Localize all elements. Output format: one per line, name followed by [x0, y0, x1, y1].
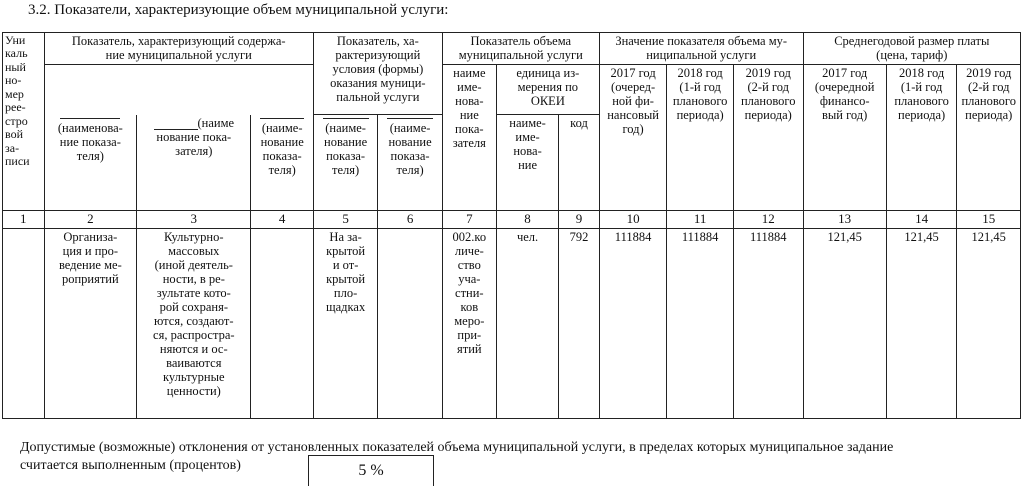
header-value-2018: 2018 год (1-й год планового периода) [667, 65, 734, 211]
header-indicator-2 [44, 115, 137, 211]
column-number: 11 [667, 211, 734, 229]
header-value-2019: 2019 год (2-й год планового периода) [733, 65, 803, 211]
header-condition-5-label: (наиме- нование показа- теля) [324, 121, 368, 177]
header-fee-group: Среднегодовой размер платы (цена, тариф) [803, 33, 1020, 65]
column-number: 2 [44, 211, 137, 229]
column-number: 12 [733, 211, 803, 229]
section-heading: 3.2. Показатели, характеризующие объем муниципальной услуги: [28, 2, 449, 18]
header-unique-number: Уни каль ный но- мер рее- стро вой за- писи [3, 33, 45, 211]
header-volume-name: наиме име- нова- ние пока- зателя [442, 65, 496, 211]
table-row [3, 228, 1021, 418]
column-number-row [3, 211, 1021, 229]
header-okei-unit: единица из- мерения по ОКЕИ [496, 65, 599, 115]
column-number: 9 [559, 211, 600, 229]
deviation-note: Допустимые (возможные) отклонения от установленных показателей объема муниципальной услуги, в пределах которых муниципальное задание [20, 440, 894, 455]
column-number: 13 [803, 211, 886, 229]
cell-unit-code: 792 [559, 228, 600, 418]
cell-value-2017: 111884 [599, 228, 667, 418]
column-number: 10 [599, 211, 667, 229]
column-number: 14 [886, 211, 957, 229]
header-indicator-4-label: (наиме- нование показа- теля) [260, 120, 304, 177]
cell-indicator-4 [251, 228, 313, 418]
column-number: 15 [957, 211, 1021, 229]
column-number: 1 [3, 211, 45, 229]
deviation-note-continued: считается выполненным (процентов) [20, 458, 241, 473]
header-condition-6 [378, 115, 442, 211]
header-unit-code: код [559, 115, 600, 211]
cell-fee-2017: 121,45 [803, 228, 886, 418]
cell-service-type: Культурно- массовых (иной деятель- ности, в ре- зультате кото- рой сохраня- ются, создают- ся, распростра- няются и ос- ваиваются культурные ценности) [137, 228, 251, 418]
column-number: 6 [378, 211, 442, 229]
cell-fee-2019: 121,45 [957, 228, 1021, 418]
cell-fee-2018: 121,45 [886, 228, 957, 418]
cell-condition-place: На за- крытой и от- крытой пло- щадках [313, 228, 377, 418]
header-value-2017: 2017 год (очеред- ной фи- нансовый год) [599, 65, 667, 211]
column-number: 7 [442, 211, 496, 229]
header-fee-2019: 2019 год (2-й год планового периода) [957, 65, 1021, 211]
column-number: 3 [137, 211, 251, 229]
header-indicator-2-label: (наименова- ние показа- теля) [57, 120, 123, 163]
deviation-percent-box: 5 % [308, 455, 434, 486]
volume-indicators-table [2, 32, 1021, 419]
header-service-spacer [44, 65, 313, 115]
blank-line [60, 116, 120, 119]
cell-value-2019: 111884 [733, 228, 803, 418]
header-unit-name: наиме- име- нова- ние [496, 115, 558, 211]
blank-line [260, 116, 304, 119]
header-fee-2017: 2017 год (очередной финансо- вый год) [803, 65, 886, 211]
column-number: 5 [313, 211, 377, 229]
blank-line [387, 116, 433, 119]
cell-value-2018: 111884 [667, 228, 734, 418]
cell-condition-6 [378, 228, 442, 418]
header-indicator-3-label: нование пока- зателя) [156, 129, 232, 158]
header-condition-6-label: (наиме- нование показа- теля) [388, 121, 432, 177]
cell-unique-number [3, 228, 45, 418]
column-number: 4 [251, 211, 313, 229]
header-service-content-group: Показатель, характеризующий содержа- ние муниципальной услуги [44, 33, 313, 65]
column-number: 8 [496, 211, 558, 229]
header-fee-2018: 2018 год (1-й год планового периода) [886, 65, 957, 211]
header-volume-group: Показатель объема муниципальной услуги [442, 33, 599, 65]
header-indicator-3 [137, 115, 251, 211]
blank-line [323, 116, 369, 119]
header-indicator-4 [251, 115, 313, 211]
header-indicator-3-prefix-line: (наиме [154, 116, 235, 130]
cell-service-name: Организа- ция и про- ведение ме- роприятий [44, 228, 137, 418]
header-condition-5 [313, 115, 377, 211]
cell-volume-indicator: 002.ко личе- ство уча- стни- ков меро- при- ятий [442, 228, 496, 418]
header-value-group: Значение показателя объема му- ниципальной услуги [599, 33, 803, 65]
header-conditions-group: Показатель, ха- рактеризующий условия (формы) оказания муници- пальной услуги [313, 33, 442, 115]
cell-unit-name: чел. [496, 228, 558, 418]
